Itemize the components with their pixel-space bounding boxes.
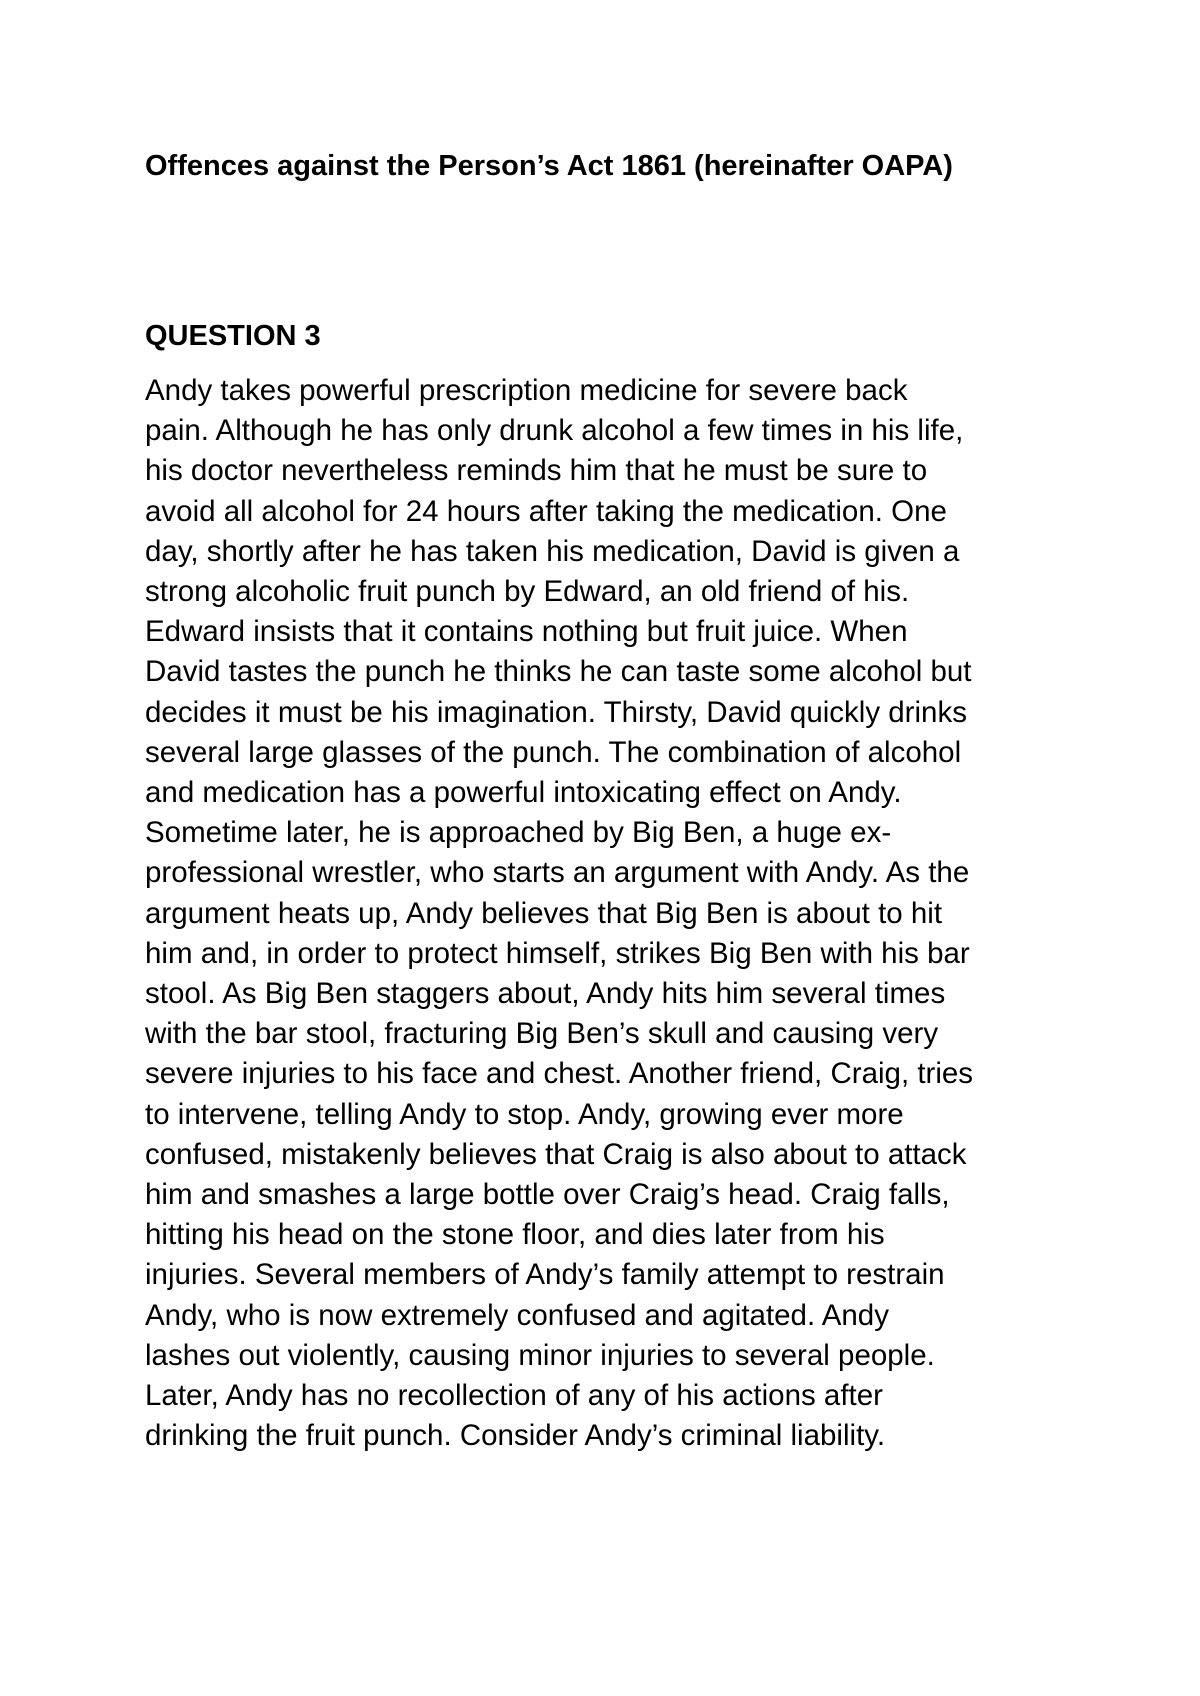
question-text-line: decides it must be his imagination. Thirsty, David quickly drinks — [145, 695, 967, 729]
question-text-line: severe injuries to his face and chest. Another friend, Craig, tries — [145, 1057, 974, 1091]
question-text-line: Andy, who is now extremely confused and agitated. Andy — [145, 1298, 889, 1332]
question-text-line: to intervene, telling Andy to stop. Andy, growing ever more — [145, 1097, 904, 1131]
question-text-line: hitting his head on the stone floor, and dies later from his — [145, 1218, 885, 1252]
question-text-line: stool. As Big Ben staggers about, Andy hits him several times — [145, 977, 946, 1011]
question-text-line: with the bar stool, fracturing Big Ben’s skull and causing very — [145, 1017, 939, 1051]
question-text-line: strong alcoholic fruit punch by Edward, an old friend of his. — [145, 575, 910, 609]
question-text-line: him and smashes a large bottle over Craig’s head. Craig falls, — [145, 1178, 950, 1212]
question-text-line: Later, Andy has no recollection of any of his actions after — [145, 1379, 883, 1413]
question-text-line: and medication has a powerful intoxicating effect on Andy. — [145, 776, 902, 810]
question-text-line: argument heats up, Andy believes that Big Ben is about to hit — [145, 896, 943, 930]
question-text-line: lashes out violently, causing minor injuries to several people. — [145, 1338, 935, 1372]
question-text-line: his doctor nevertheless reminds him that he must be sure to — [145, 454, 928, 488]
question-text-line: David tastes the punch he thinks he can taste some alcohol but — [145, 655, 972, 689]
question-text-line: injuries. Several members of Andy’s family attempt to restrain — [145, 1258, 945, 1292]
question-text-line: him and, in order to protect himself, strikes Big Ben with his bar — [145, 936, 970, 970]
question-text-line: day, shortly after he has taken his medication, David is given a — [145, 534, 960, 568]
document-title: Offences against the Person’s Act 1861 (hereinafter OAPA) — [145, 150, 953, 182]
question-text-line: several large glasses of the punch. The combination of alcohol — [145, 735, 962, 769]
question-text-line: confused, mistakenly believes that Craig is also about to attack — [145, 1137, 967, 1171]
question-text-line: Andy takes powerful prescription medicine for severe back — [145, 374, 908, 407]
question-text-line: pain. Although he has only drunk alcohol a few times in his life, — [145, 414, 964, 448]
question-text-line: professional wrestler, who starts an argument with Andy. As the — [145, 856, 970, 890]
question-text — [145, 371, 973, 1456]
question-text-line: avoid all alcohol for 24 hours after taking the medication. One — [145, 494, 947, 528]
question-text-line: drinking the fruit punch. Consider Andy’s criminal liability. — [145, 1419, 886, 1453]
question-text-line: Sometime later, he is approached by Big Ben, a huge ex- — [145, 816, 892, 850]
question-text-line: Edward insists that it contains nothing but fruit juice. When — [145, 615, 908, 649]
question-heading: QUESTION 3 — [145, 320, 321, 352]
